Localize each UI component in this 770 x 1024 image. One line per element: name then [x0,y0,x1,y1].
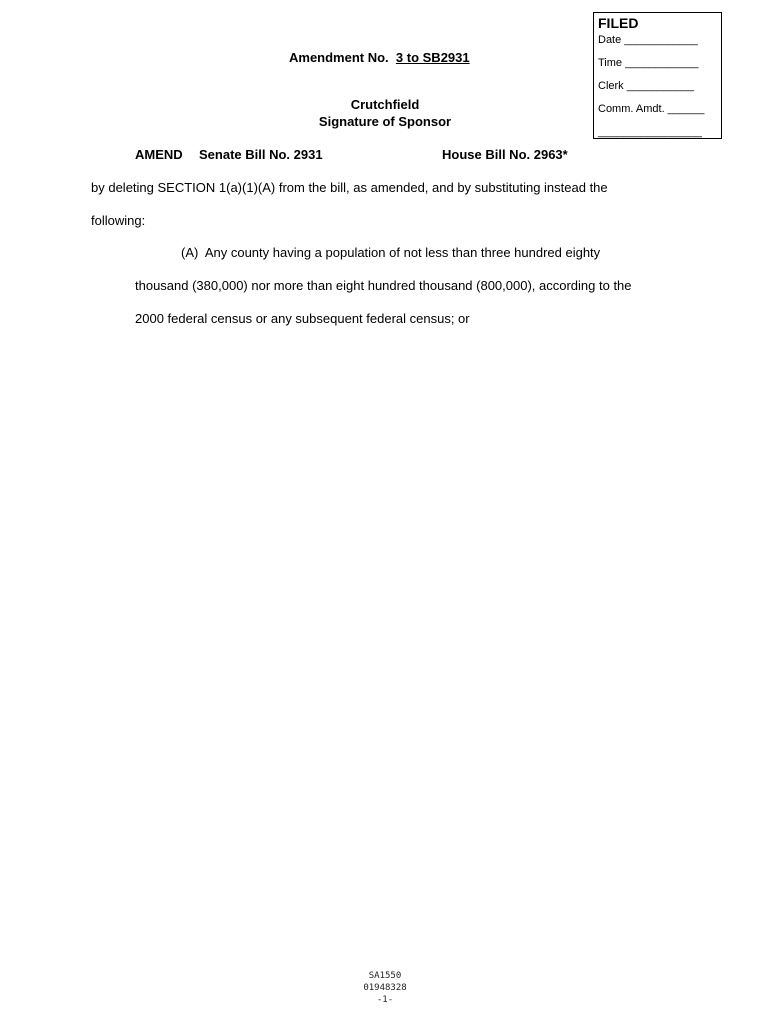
filed-title: FILED [598,15,639,31]
body-line-2: following: [91,213,146,228]
body-line-3: (A) Any county having a population of not less than three hundred eighty [181,245,601,260]
body-line-1: by deleting SECTION 1(a)(1)(A) from the bill, as amended, and by substituting instead the [91,180,608,195]
filed-blank-line: _________________ [598,126,703,138]
sponsor-name [0,97,770,112]
amendment-prefix: Amendment No. [289,50,396,65]
senate-bill-number: Senate Bill No. 2931 [199,147,323,162]
filed-comm-amdt-line: Comm. Amdt. ______ [598,103,705,115]
sponsor-signature-label [0,114,770,129]
body-line-5: 2000 federal census or any subsequent federal census; or [135,311,470,326]
amend-word: AMEND [135,147,183,162]
amendment-reference: 3 to SB2931 [395,50,470,65]
house-bill-number: House Bill No. 2963* [442,147,568,162]
filed-clerk-line: Clerk ___________ [598,80,695,92]
sponsor-name-text: Crutchfield [350,97,420,112]
body-line-4: thousand (380,000) nor more than eight hundred thousand (800,000), according to the [135,278,632,293]
footer-page-number: -1- [376,995,394,1005]
filed-date-line: Date ____________ [598,34,698,46]
sponsor-signature-text: Signature of Sponsor [318,114,452,129]
footer-code: SA1550 [368,971,402,981]
filed-time-line: Time ____________ [598,57,699,69]
footer-number: 01948328 [363,983,407,993]
